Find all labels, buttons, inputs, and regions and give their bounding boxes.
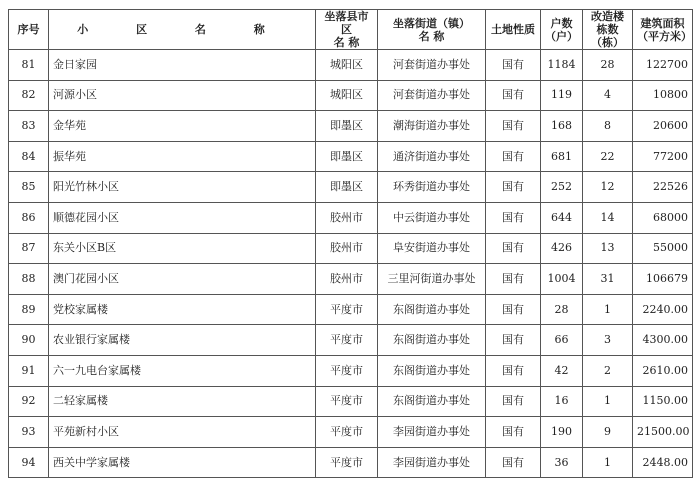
table-row (9, 233, 693, 264)
cell-community-name: 六一九电台家属楼 (49, 355, 316, 386)
cell-community-name: 二轻家属楼 (49, 386, 316, 417)
cell-land-type: 国有 (486, 417, 541, 448)
housing-renovation-table (8, 9, 693, 478)
table-row (9, 447, 693, 478)
cell-index: 91 (9, 355, 49, 386)
cell-buildings: 1 (583, 294, 633, 325)
header-buildings: 改造楼栋数 （栋） (583, 10, 633, 50)
cell-buildings: 1 (583, 386, 633, 417)
cell-households: 66 (541, 325, 583, 356)
cell-households: 42 (541, 355, 583, 386)
cell-index: 92 (9, 386, 49, 417)
cell-district: 即墨区 (316, 111, 378, 142)
cell-district: 平度市 (316, 325, 378, 356)
cell-index: 90 (9, 325, 49, 356)
cell-street: 阜安街道办事处 (378, 233, 486, 264)
cell-buildings: 3 (583, 325, 633, 356)
table-row (9, 264, 693, 295)
cell-land-type: 国有 (486, 172, 541, 203)
cell-area: 2448.00 (633, 447, 693, 478)
cell-land-type: 国有 (486, 325, 541, 356)
cell-households: 1004 (541, 264, 583, 295)
table-row (9, 50, 693, 81)
cell-buildings: 2 (583, 355, 633, 386)
header-households: 户数 （户） (541, 10, 583, 50)
cell-households: 168 (541, 111, 583, 142)
cell-area: 2240.00 (633, 294, 693, 325)
cell-land-type: 国有 (486, 50, 541, 81)
cell-district: 胶州市 (316, 202, 378, 233)
cell-index: 86 (9, 202, 49, 233)
cell-district: 即墨区 (316, 141, 378, 172)
cell-households: 16 (541, 386, 583, 417)
cell-community-name: 阳光竹林小区 (49, 172, 316, 203)
cell-street: 通济街道办事处 (378, 141, 486, 172)
cell-households: 252 (541, 172, 583, 203)
cell-buildings: 13 (583, 233, 633, 264)
table-row (9, 111, 693, 142)
cell-land-type: 国有 (486, 264, 541, 295)
header-area: 建筑面积 （平方米） (633, 10, 693, 50)
cell-area: 55000 (633, 233, 693, 264)
cell-households: 36 (541, 447, 583, 478)
cell-households: 681 (541, 141, 583, 172)
table-row (9, 202, 693, 233)
cell-community-name: 金日家园 (49, 50, 316, 81)
cell-street: 潮海街道办事处 (378, 111, 486, 142)
cell-district: 城阳区 (316, 50, 378, 81)
cell-street: 三里河街道办事处 (378, 264, 486, 295)
table-row (9, 325, 693, 356)
cell-land-type: 国有 (486, 233, 541, 264)
cell-district: 平度市 (316, 355, 378, 386)
table-row (9, 294, 693, 325)
cell-area: 22526 (633, 172, 693, 203)
cell-land-type: 国有 (486, 355, 541, 386)
cell-community-name: 河源小区 (49, 80, 316, 111)
table-row (9, 172, 693, 203)
cell-district: 平度市 (316, 386, 378, 417)
cell-buildings: 28 (583, 50, 633, 81)
cell-buildings: 4 (583, 80, 633, 111)
table-row (9, 80, 693, 111)
cell-community-name: 金华苑 (49, 111, 316, 142)
cell-community-name: 顺德花园小区 (49, 202, 316, 233)
cell-index: 85 (9, 172, 49, 203)
cell-households: 644 (541, 202, 583, 233)
cell-street: 河套街道办事处 (378, 80, 486, 111)
cell-community-name: 澳门花园小区 (49, 264, 316, 295)
cell-households: 1184 (541, 50, 583, 81)
cell-community-name: 东关小区B区 (49, 233, 316, 264)
cell-street: 东阁街道办事处 (378, 355, 486, 386)
cell-district: 胶州市 (316, 264, 378, 295)
cell-community-name: 振华苑 (49, 141, 316, 172)
cell-index: 94 (9, 447, 49, 478)
cell-area: 20600 (633, 111, 693, 142)
cell-index: 89 (9, 294, 49, 325)
cell-area: 122700 (633, 50, 693, 81)
cell-district: 胶州市 (316, 233, 378, 264)
cell-area: 21500.00 (633, 417, 693, 448)
cell-index: 84 (9, 141, 49, 172)
cell-land-type: 国有 (486, 111, 541, 142)
cell-community-name: 平苑新村小区 (49, 417, 316, 448)
cell-district: 平度市 (316, 447, 378, 478)
cell-land-type: 国有 (486, 202, 541, 233)
cell-index: 83 (9, 111, 49, 142)
header-street: 坐落街道（镇） 名 称 (378, 10, 486, 50)
cell-buildings: 22 (583, 141, 633, 172)
header-land-type: 土地性质 (486, 10, 541, 50)
cell-index: 81 (9, 50, 49, 81)
cell-area: 1150.00 (633, 386, 693, 417)
cell-land-type: 国有 (486, 141, 541, 172)
cell-households: 190 (541, 417, 583, 448)
cell-index: 82 (9, 80, 49, 111)
header-index: 序号 (9, 10, 49, 50)
cell-district: 城阳区 (316, 80, 378, 111)
cell-area: 106679 (633, 264, 693, 295)
cell-households: 28 (541, 294, 583, 325)
cell-street: 李园街道办事处 (378, 417, 486, 448)
cell-area: 2610.00 (633, 355, 693, 386)
cell-buildings: 12 (583, 172, 633, 203)
cell-district: 平度市 (316, 294, 378, 325)
table-body (9, 50, 693, 478)
cell-district: 即墨区 (316, 172, 378, 203)
cell-households: 426 (541, 233, 583, 264)
cell-buildings: 9 (583, 417, 633, 448)
cell-land-type: 国有 (486, 294, 541, 325)
table-row (9, 386, 693, 417)
cell-index: 93 (9, 417, 49, 448)
cell-index: 88 (9, 264, 49, 295)
cell-land-type: 国有 (486, 80, 541, 111)
table-header-row (9, 10, 693, 50)
cell-community-name: 农业银行家属楼 (49, 325, 316, 356)
cell-street: 中云街道办事处 (378, 202, 486, 233)
cell-street: 东阁街道办事处 (378, 325, 486, 356)
cell-street: 东阁街道办事处 (378, 386, 486, 417)
header-community-name: 小 区 名 称 (49, 10, 316, 50)
header-district: 坐落县市区 名 称 (316, 10, 378, 50)
cell-buildings: 31 (583, 264, 633, 295)
cell-area: 10800 (633, 80, 693, 111)
cell-street: 环秀街道办事处 (378, 172, 486, 203)
cell-households: 119 (541, 80, 583, 111)
cell-land-type: 国有 (486, 386, 541, 417)
housing-renovation-table-page (8, 9, 692, 478)
cell-area: 77200 (633, 141, 693, 172)
cell-index: 87 (9, 233, 49, 264)
cell-community-name: 西关中学家属楼 (49, 447, 316, 478)
cell-street: 李园街道办事处 (378, 447, 486, 478)
table-row (9, 141, 693, 172)
cell-street: 东阁街道办事处 (378, 294, 486, 325)
cell-buildings: 1 (583, 447, 633, 478)
table-row (9, 355, 693, 386)
cell-buildings: 14 (583, 202, 633, 233)
cell-district: 平度市 (316, 417, 378, 448)
cell-area: 4300.00 (633, 325, 693, 356)
cell-street: 河套街道办事处 (378, 50, 486, 81)
cell-area: 68000 (633, 202, 693, 233)
cell-buildings: 8 (583, 111, 633, 142)
cell-land-type: 国有 (486, 447, 541, 478)
cell-community-name: 党校家属楼 (49, 294, 316, 325)
table-row (9, 417, 693, 448)
